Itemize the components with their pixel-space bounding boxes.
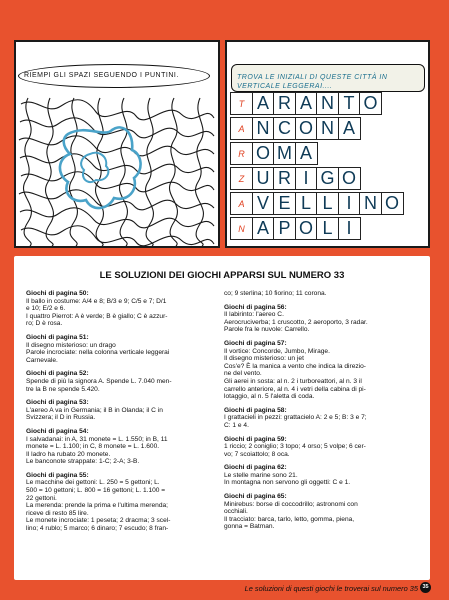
solution-heading: Giochi di pagina 58: xyxy=(224,406,287,414)
solution-line: Parole fra le nuvole: Carrello. xyxy=(224,326,310,334)
solution-line: L'aereo A va in Germania; il B in Olanda; il C in xyxy=(26,406,163,414)
acrostic-row xyxy=(230,192,402,215)
acrostic-letter: O xyxy=(252,142,275,165)
solution-line: e 10; E/2 e 6. xyxy=(26,305,66,313)
solutions-title: LE SOLUZIONI DEI GIOCHI APPARSI SUL NUMERO 33 xyxy=(99,270,345,281)
acrostic-letter: L xyxy=(295,192,318,215)
acrostic-letter: O xyxy=(359,92,382,115)
acrostic-row xyxy=(230,142,316,165)
solution-line: C: 1 e 4. xyxy=(224,421,249,429)
acrostic-letter: O xyxy=(295,217,318,240)
solution-line: Il tracciato: barca, tarlo, letto, gomma, piena, xyxy=(224,515,355,523)
solution-block xyxy=(224,436,420,459)
acrostic-letter: P xyxy=(273,217,296,240)
solution-block xyxy=(26,399,216,422)
solution-block xyxy=(26,370,216,393)
solution-heading: Giochi di pagina 59: xyxy=(224,435,287,443)
acrostic-letter: R xyxy=(273,92,296,115)
acrostic-letter: O xyxy=(338,167,361,190)
solution-block xyxy=(26,428,216,466)
solution-heading: Giochi di pagina 62: xyxy=(224,464,287,472)
acrostic-letter: N xyxy=(252,117,275,140)
acrostic-letter: M xyxy=(273,142,296,165)
solution-heading: Giochi di pagina 56: xyxy=(224,303,287,311)
solution-block xyxy=(224,493,420,531)
acrostic-first-letter: A xyxy=(230,117,253,140)
solution-line: carrello anteriore, al n. 4 i vetri della cabina di pi- xyxy=(224,385,366,393)
solution-block xyxy=(26,290,216,328)
acrostic-letter: A xyxy=(338,117,361,140)
acrostic-letter: I xyxy=(338,217,361,240)
caption-line-1: TROVA LE INIZIALI DI QUESTE CITTÀ IN xyxy=(237,74,388,81)
dot-puzzle-drawing xyxy=(16,94,218,248)
solution-line: gonna = Batman. xyxy=(224,523,275,531)
acrostic-letter: U xyxy=(252,167,275,190)
solution-line: Il ballo in costume: A/4 e 8; B/3 e 9; C/5 e 7; D/1 xyxy=(26,297,167,305)
acrostic-letter: I xyxy=(338,192,361,215)
solution-line: occhiali. xyxy=(224,508,248,516)
acrostic-first-letter: Z xyxy=(230,167,253,190)
solution-line: Le stelle marine sono 21. xyxy=(224,471,298,479)
acrostic-letter: N xyxy=(316,92,339,115)
acrostic-row xyxy=(230,167,359,190)
puzzle-caption: RIEMPI GLI SPAZI SEGUENDO I PUNTINI. xyxy=(24,72,179,79)
solution-line: Le banconote strappate: 1-C; 2-A; 3-B. xyxy=(26,458,140,466)
solution-line: 1 riccio; 2 coniglio; 3 topo; 4 orso; 5 volpe; 6 cer- xyxy=(224,443,366,451)
acrostic-letter: A xyxy=(252,92,275,115)
acrostic-letter: N xyxy=(359,192,382,215)
acrostic-row xyxy=(230,92,381,115)
solution-block xyxy=(224,464,420,487)
solution-line: Aerocruciverba; 1 cruscotto, 2 aeroporto, 3 radar. xyxy=(224,318,368,326)
acrostic-letter: A xyxy=(252,217,275,240)
solution-block xyxy=(26,472,216,533)
solution-heading: Giochi di pagina 57: xyxy=(224,339,287,347)
page-number: 35 xyxy=(420,582,431,593)
acrostic-letter: I xyxy=(295,167,318,190)
dot-fill-puzzle-panel xyxy=(14,40,220,248)
acrostic-letter: A xyxy=(295,142,318,165)
solution-block xyxy=(224,304,420,334)
footer-note: Le soluzioni di questi giochi le troverai sul numero 35 xyxy=(244,584,418,593)
solution-line: Il disegno misterioso: un jet xyxy=(224,355,304,363)
acrostic-letter: G xyxy=(316,167,339,190)
solution-block xyxy=(224,407,420,430)
solution-line: La merenda: prende la prima e l'ultima merenda; xyxy=(26,502,169,510)
solution-line: I salvadanai: in A, 31 monete = L. 1.550; in B, 11 xyxy=(26,435,168,443)
solution-heading: Giochi di pagina 53: xyxy=(26,399,89,407)
solution-line: I quattro Pierrot: A è verde; B è giallo; C è azzur- xyxy=(26,312,168,320)
acrostic-letter: T xyxy=(338,92,361,115)
acrostic-letter: N xyxy=(316,117,339,140)
caption-line-2: VERTICALE LEGGERAI.... xyxy=(237,83,333,90)
solution-line: Cos'e? È la manica a vento che indica la direzio- xyxy=(224,362,367,370)
solution-heading: Giochi di pagina 65: xyxy=(224,493,287,501)
solution-heading: Giochi di pagina 52: xyxy=(26,370,89,378)
solution-line: Le monete incrociate: 1 peseta; 2 dracma; 3 scel- xyxy=(26,517,171,525)
acrostic-letter: A xyxy=(295,92,318,115)
solution-line: Gli aerei in sosta: al n. 2 i turboreattori, al n. 3 il xyxy=(224,377,362,385)
solution-line: I grattacieli in pezzi: grattacielo A: 2 e 5; B: 3 e 7; xyxy=(224,414,367,422)
solution-line: lino; 4 rublo; 5 marco; 6 dinaro; 7 escudo; 8 fran- xyxy=(26,525,169,533)
solution-line: Il vortice: Concorde, Jumbo, Mirage. xyxy=(224,347,330,355)
solution-line: 500 = 10 gettoni; L. 800 = 16 gettoni; L. 1.100 = xyxy=(26,487,166,495)
solution-line: Il disegno misterioso: un drago xyxy=(26,341,116,349)
solution-heading: Giochi di pagina 54: xyxy=(26,427,89,435)
solution-line: vo; 7 scoiattolo; 8 oca. xyxy=(224,450,290,458)
acrostic-letter: L xyxy=(316,217,339,240)
solution-heading: Giochi di pagina 50: xyxy=(26,290,89,297)
solution-heading: Giochi di pagina 55: xyxy=(26,471,89,479)
acrostic-letter: R xyxy=(273,167,296,190)
solution-line: riceve di resto 85 lire. xyxy=(26,509,89,517)
acrostic-row xyxy=(230,117,359,140)
solution-line: lotaggio, al n. 5 l'aletta di coda. xyxy=(224,393,315,401)
solution-line: Il ladro ha rubato 20 monete. xyxy=(26,450,111,458)
solution-line: In montagna non servono gli oggetti: C e 1. xyxy=(224,479,351,487)
solution-line: Carnevale. xyxy=(26,356,58,364)
acrostic-row xyxy=(230,217,359,240)
acrostic-first-letter: A xyxy=(230,192,253,215)
acrostic-letter: O xyxy=(381,192,404,215)
solution-line: Minirebus: borse di coccodrillo; astronomi con xyxy=(224,500,358,508)
acrostic-letter: O xyxy=(295,117,318,140)
solution-line: Il labirinto: l'aereo C. xyxy=(224,311,284,319)
solutions-box xyxy=(14,256,430,580)
solutions-right-column xyxy=(224,290,420,537)
solution-line: monete = L. 1.100; in C, 8 monete = L. 1.600. xyxy=(26,443,160,451)
solution-line: 22 gettoni. xyxy=(26,494,57,502)
city-acrostic-panel xyxy=(225,40,430,248)
solution-block xyxy=(26,334,216,364)
solution-block xyxy=(224,340,420,401)
solution-line: ne del vento. xyxy=(224,370,262,378)
acrostic-letter: V xyxy=(252,192,275,215)
acrostic-letter: L xyxy=(316,192,339,215)
solution-line: Parole incrociate: nella colonna verticale leggerai xyxy=(26,349,170,357)
solution-line: Svizzera; il D in Russia. xyxy=(26,414,96,422)
acrostic-first-letter: T xyxy=(230,92,253,115)
solution-block xyxy=(224,290,420,298)
acrostic-letter: C xyxy=(273,117,296,140)
acrostic-letter: E xyxy=(273,192,296,215)
solution-line: ro; D è rosa. xyxy=(26,320,63,328)
solutions-left-column xyxy=(26,290,216,539)
solution-line: tre la B ne spende 5.420. xyxy=(26,385,100,393)
solution-line: co; 9 sterlina; 10 fiorino; 11 corona. xyxy=(224,290,327,297)
solution-heading: Giochi di pagina 51: xyxy=(26,333,89,341)
solution-line: Spende di più la signora A. Spende L. 7.040 men- xyxy=(26,377,172,385)
solution-line: Le macchine dei gettoni: L. 250 = 5 gettoni; L. xyxy=(26,479,160,487)
acrostic-caption xyxy=(237,73,417,91)
acrostic-first-letter: N xyxy=(230,217,253,240)
acrostic-first-letter: R xyxy=(230,142,253,165)
